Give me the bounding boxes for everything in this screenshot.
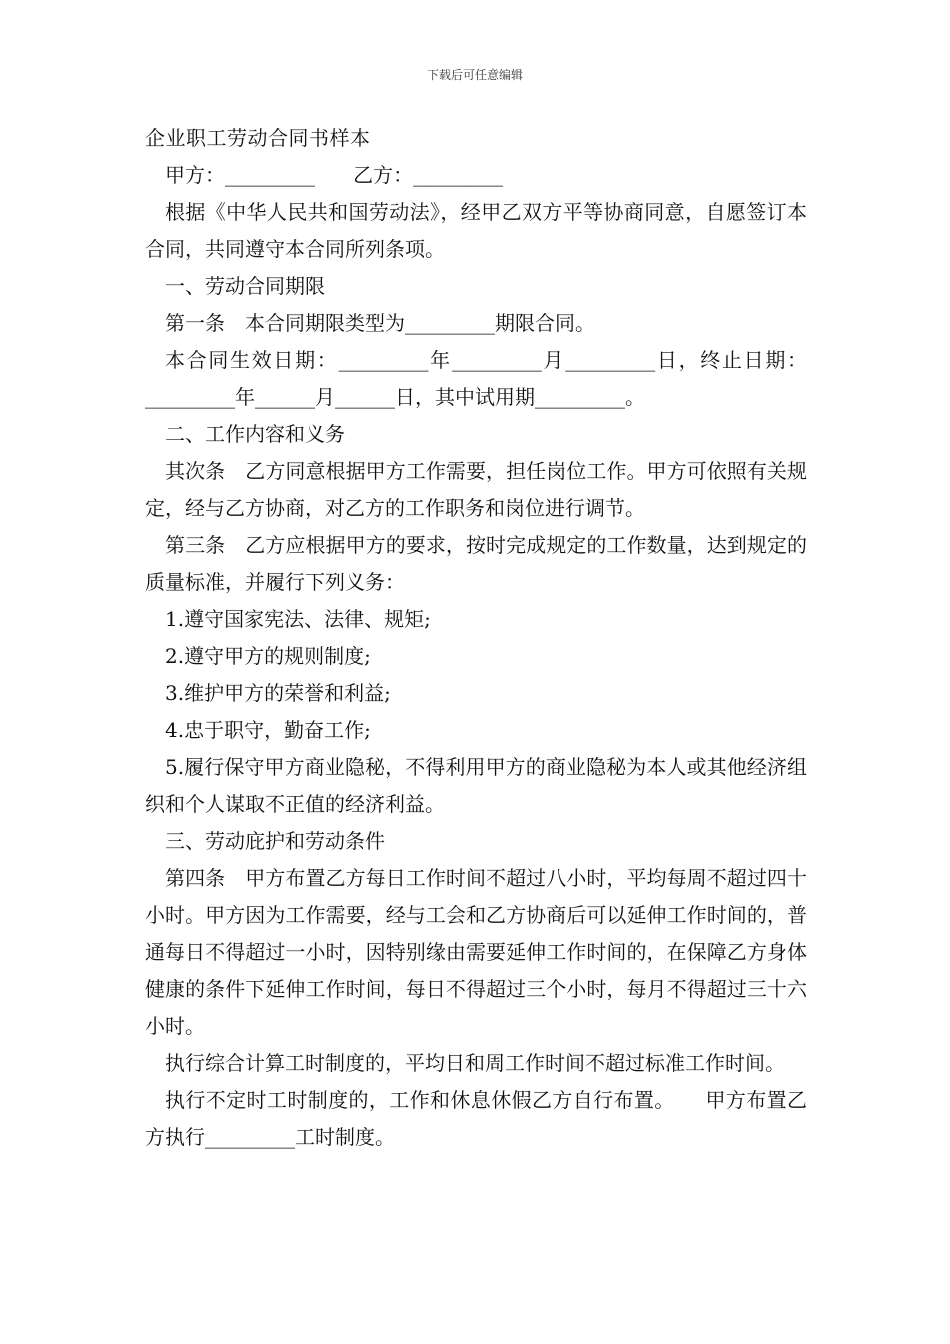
document-body	[145, 120, 807, 1156]
document-title: 企业职工劳动合同书样本	[145, 126, 371, 150]
comprehensive-hours-paragraph: 执行综合计算工时制度的，平均日和周工作时间不超过标准工作时间。	[165, 1051, 785, 1075]
flexible-hours-paragraph: 执行不定时工时制度的，工作和休息休假乙方自行布置。 甲方布置乙方执行_________工时制度。	[145, 1088, 807, 1149]
article-2: 其次条 乙方同意根据甲方工作需要，担任岗位工作。甲方可依照有关规定，经与乙方协商，对乙方的工作职务和岗位进行调节。	[145, 459, 807, 520]
duty-item-2: 2.遵守甲方的规则制度;	[165, 644, 371, 668]
duty-item-1: 1.遵守国家宪法、法律、规矩;	[165, 607, 431, 631]
article-3: 第三条 乙方应根据甲方的要求，按时完成规定的工作数量，达到规定的质量标准，并履行下列义务：	[145, 533, 807, 594]
section-heading-3: 三、劳动庇护和劳动条件	[165, 829, 385, 853]
section-heading-1: 一、劳动合同期限	[165, 274, 325, 298]
article-4: 第四条 甲方布置乙方每日工作时间不超过八小时，平均每周不超过四十小时。甲方因为工作需要，经与工会和乙方协商后可以延伸工作时间的，普通每日不得超过一小时，因特别缘由需要延伸工作时间的，在保障乙方身体健康的条件下延伸工作时间，每日不得超过三个小时，每月不得超过三十六小时。	[145, 866, 807, 1038]
article-1: 第一条 本合同期限类型为_________期限合同。	[165, 311, 595, 335]
duty-item-5: 5.履行保守甲方商业隐秘，不得利用甲方的商业隐秘为本人或其他经济组织和个人谋取不正值的经济利益。	[145, 755, 807, 816]
duty-item-3: 3.维护甲方的荣誉和利益;	[165, 681, 391, 705]
parties-line: 甲方：_________ 乙方：_________	[165, 163, 504, 187]
preamble-paragraph: 根据《中华人民共和国劳动法》，经甲乙双方平等协商同意，自愿签订本合同，共同遵守本合同所列条项。	[145, 200, 807, 261]
duty-item-4: 4.忠于职守，勤奋工作;	[165, 718, 371, 742]
page-header: 下载后可任意编辑	[426, 68, 523, 82]
section-heading-2: 二、工作内容和义务	[165, 422, 345, 446]
contract-dates-paragraph: 本合同生效日期：_________年_________月_________日，终止日期：_________年______月______日，其中试用期_________。	[145, 348, 807, 409]
